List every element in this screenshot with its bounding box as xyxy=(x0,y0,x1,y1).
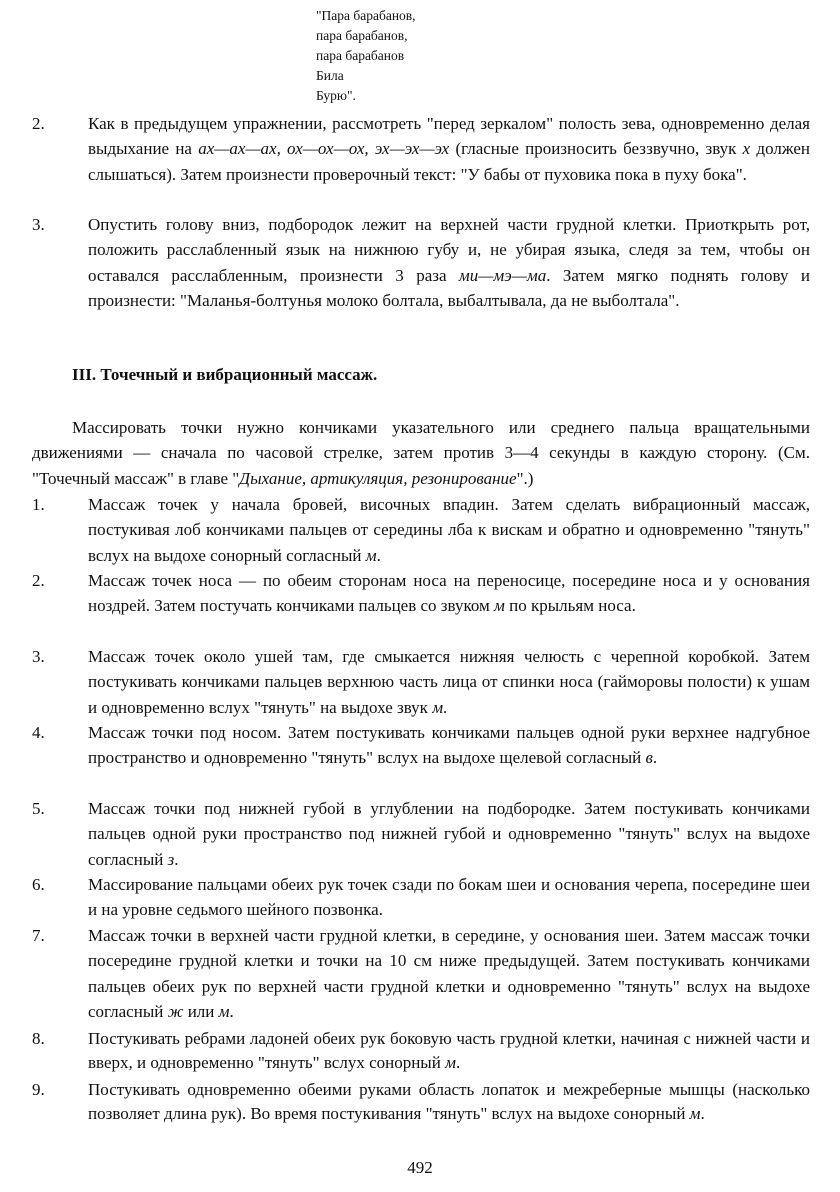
poem-quote xyxy=(316,6,416,106)
poem-line: пара барабанов, xyxy=(316,28,408,43)
section-heading: III. Точечный и вибрационный массаж. xyxy=(72,365,378,384)
item-text xyxy=(88,1078,810,1126)
text-run: . xyxy=(652,748,658,768)
item-text xyxy=(88,644,810,720)
text-run: . Затем мягко поднять голову и произнести: "Маланья-болтунья молоко болтала, выбалтывала, да не выболтала". xyxy=(88,265,810,311)
item-number: 2. xyxy=(32,114,45,133)
item-number: 3. xyxy=(32,215,45,234)
text-run: Массаж точек у начала бровей, височных впадин. Затем сделать вибрационный массаж, постукивая лоб кончиками пальцев от середины лба к вискам и обратно и одновременно "тянуть" вслух на выдохе сонорный согласный xyxy=(88,495,810,565)
italic-text: м xyxy=(689,1103,701,1123)
item-text xyxy=(88,1027,810,1075)
item-text xyxy=(88,568,810,619)
text-run: Постукивать ребрами ладоней обеих рук боковую часть грудной клетки, начиная с нижней части и вверх, и одновременно "тянуть" вслух сонорный xyxy=(88,1029,810,1072)
text-run: Массаж точки под носом. Затем постукивать кончиками пальцев одной руки верхнее надгубное пространство и одновременно "тянуть" вслух на выдохе щелевой согласный xyxy=(88,723,810,768)
item-number: 3. xyxy=(32,647,45,666)
poem-line: Бурю". xyxy=(316,88,356,103)
text-run: или xyxy=(183,1002,219,1022)
item-number: 6. xyxy=(32,875,45,894)
item-number: 1. xyxy=(32,495,45,514)
text-run: Массаж точек около ушей там, где смыкается нижняя челюсть с черепной коробкой. Затем постукивать кончиками пальцев верхнюю часть лица от спинки носа (гайморовы полости) к ушам и одновременно вслух "тянуть" на выдохе звук xyxy=(88,647,810,717)
item-text xyxy=(88,796,810,872)
item-text xyxy=(88,720,810,771)
italic-text: ах—ах—ах, ох—ох—ох, эх—эх—эх xyxy=(198,139,450,159)
poem-line: пара барабанов xyxy=(316,48,405,63)
italic-text: м xyxy=(445,1052,456,1072)
exercise-item xyxy=(32,212,810,314)
text-run: (гласные произносить беззвучно, звук xyxy=(449,139,743,159)
item-text xyxy=(88,872,810,923)
massage-item xyxy=(32,1027,810,1075)
italic-text: ми—мэ—ма xyxy=(458,265,547,285)
poem-line: Била xyxy=(316,68,344,83)
italic-text: в xyxy=(645,748,653,768)
text-run: . xyxy=(174,849,179,869)
massage-item xyxy=(32,720,810,771)
item-number: 5. xyxy=(32,799,45,818)
massage-item xyxy=(32,568,810,619)
item-number: 9. xyxy=(32,1080,45,1099)
text-run: Массаж точки под нижней губой в углублении на подбородке. Затем постукивать кончиками пальцев одной руки пространство под нижней губой и одновременно "тянуть" вслух на выдохе согласный xyxy=(88,799,810,869)
text-run: Массировать точки нужно кончиками указательного или среднего пальца вращательными движениями — сначала по часовой стрелке, затем против 3—4 секунды в каждую сторону. (См. "Точечный массаж" в главе " xyxy=(32,418,810,488)
text-run: Постукивать одновременно обеими руками область лопаток и межреберные мышцы (насколько позволяет длина рук). Во время постукивания "тянуть" вслух на выдохе сонорный xyxy=(88,1080,810,1123)
italic-text: м xyxy=(432,697,444,717)
italic-text: ж xyxy=(167,1002,184,1022)
italic-text: х xyxy=(742,139,751,159)
page-number: 492 xyxy=(407,1158,433,1177)
italic-text: Дыхание, артикуляция, резонирование xyxy=(239,468,517,488)
text-run: Массаж точек носа — по обеим сторонам носа на переносице, посередине носа и у основания ноздрей. Затем постучать кончиками пальцев со звуком xyxy=(88,571,810,616)
item-text xyxy=(88,212,810,314)
text-run: Как в предыдущем упражнении, рассмотреть "перед зеркалом" полость зева, одновременно делая выдыхание на xyxy=(88,114,810,159)
item-text xyxy=(88,923,810,1025)
italic-text: м xyxy=(365,545,377,565)
item-text xyxy=(88,492,810,568)
item-number: 2. xyxy=(32,571,45,590)
item-text xyxy=(88,111,810,187)
text-run: Опустить голову вниз, подбородок лежит на верхней части грудной клетки. Приоткрыть рот, положить расслабленный язык на нижнюю губу и, не убирая языка, следя за тем, чтобы он оставался расслабленным, произнести 3 раза xyxy=(88,215,810,285)
italic-text: з xyxy=(167,849,175,869)
item-number: 7. xyxy=(32,926,45,945)
text-run: . xyxy=(376,545,381,565)
massage-item xyxy=(32,1078,810,1126)
massage-item xyxy=(32,796,810,872)
massage-item xyxy=(32,644,810,720)
item-number: 4. xyxy=(32,723,45,742)
massage-item xyxy=(32,872,810,923)
text-run: . xyxy=(455,1052,461,1072)
italic-text: м xyxy=(218,1002,230,1022)
text-run: Массаж точки в верхней части грудной клетки, в середине, у основания шеи. Затем массаж точки посередине грудной клетки и точки на 10 см ниже предыдущей. Затем постукивать кончиками пальцев обеих рук по верхней части грудной клетки и одновременно "тянуть" вслух на выдохе согласный xyxy=(88,926,810,1022)
item-number: 8. xyxy=(32,1029,45,1048)
exercise-item xyxy=(32,111,810,187)
massage-item xyxy=(32,492,810,568)
poem-line: "Пара барабанов, xyxy=(316,8,416,23)
italic-text: м xyxy=(494,596,505,616)
text-run: по крыльям носа. xyxy=(504,596,636,616)
text-run: Массирование пальцами обеих рук точек сзади по бокам шеи и основания черепа, посередине шеи и на уровне седьмого шейного позвонка. xyxy=(88,875,810,920)
intro-paragraph xyxy=(32,415,810,491)
massage-item xyxy=(32,923,810,1025)
text-run: . xyxy=(700,1103,705,1123)
text-run: ".) xyxy=(516,468,534,488)
text-run: . xyxy=(229,1002,234,1022)
text-run: . xyxy=(443,697,448,717)
text-run: должен слышаться). Затем произнести проверочный текст: "У бабы от пуховика пока в пуху бока". xyxy=(88,139,810,184)
